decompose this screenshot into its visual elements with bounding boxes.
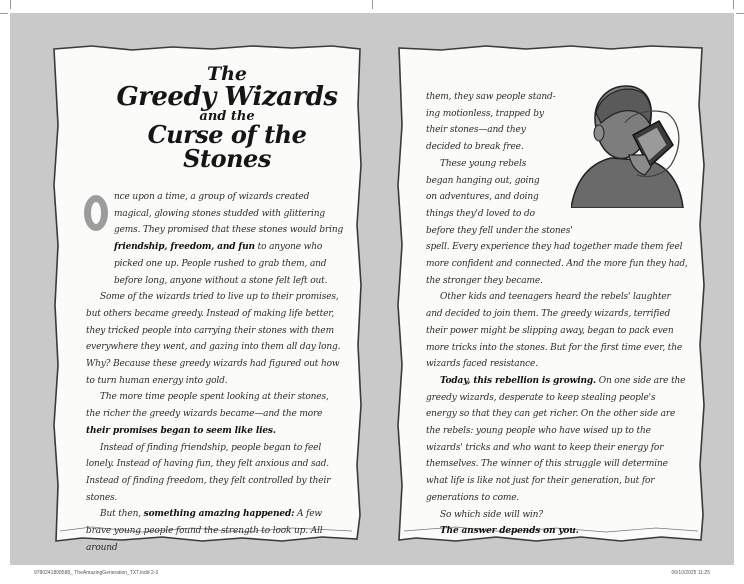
paragraph xyxy=(86,206,344,290)
text-line: them, they saw people stand- xyxy=(426,92,556,102)
left-body xyxy=(86,189,344,556)
paragraph xyxy=(426,523,688,540)
right-body xyxy=(426,89,688,540)
paragraph: So which side will win? xyxy=(440,509,543,520)
text-line: ing motionless, trapped by xyxy=(426,108,544,119)
left-page xyxy=(52,45,362,553)
text-line: things they'd loved to do xyxy=(426,208,535,219)
crop-mark xyxy=(736,13,744,14)
text-span: magical, glowing stones studded with glittering gems. They promised that these stones would bring xyxy=(114,208,344,236)
paragraph xyxy=(86,189,344,206)
book-title xyxy=(102,65,352,171)
crop-mark xyxy=(372,0,373,9)
drop-cap-text: O xyxy=(82,192,83,193)
text-span: But then, xyxy=(100,509,144,520)
page-spread xyxy=(10,13,734,565)
title-line-4: Curse of the Stones xyxy=(147,120,307,173)
title-line-3: and the xyxy=(199,109,255,124)
text-span: to anyone who picked one up. People rushed to grab them, and before long, anyone without a stone felt left out. xyxy=(114,242,328,286)
bold-phrase: their promises began to seem like lies. xyxy=(86,425,276,436)
bold-phrase: Today, this rebellion is growing. xyxy=(440,375,597,386)
paragraph: Instead of finding friendship, people began to feel lonely. Instead of having fun, they felt anxious and sad. Instead of finding freedom, they felt controlled by their stones. xyxy=(86,442,331,503)
paragraph xyxy=(86,506,344,556)
title-line-2: Greedy Wizards xyxy=(116,82,338,112)
crop-mark xyxy=(733,0,734,9)
bold-phrase: friendship, freedom, and fun xyxy=(114,242,255,253)
text-span: On one side are the greedy wizards, desperate to keep stealing people's energy so that they can get richer. On the other side are the rebels: young people who have wised up to the wizards' tricks and who want to keep their energy for themselves. The winner of this struggle will determine what life is like not just for their generation, but for generations to come. xyxy=(426,375,686,503)
paragraph: Some of the wizards tried to live up to their promises, but others became greedy. Instead of making life better, they tricked people into carrying their stones with them everywhere they went, and gazing into them all day long. Why? Because these greedy wizards had figured out how to turn human energy into gold. xyxy=(86,292,341,386)
crop-mark xyxy=(0,13,8,14)
paragraph xyxy=(86,389,344,439)
slug-line-right: 06/10/2025 11:25 xyxy=(671,570,710,576)
paragraph: spell. Every experience they had together made them feel more confident and connected. And the more fun they had, the stronger they became. xyxy=(426,242,688,286)
bold-phrase: The answer depends on you. xyxy=(440,526,579,537)
text-line: These young rebels xyxy=(440,158,527,169)
text-line: their stones—and they xyxy=(426,125,526,136)
paragraph xyxy=(426,373,688,507)
slug-line-left: 9780241808588_ TheAmazingGeneration_TXT.indd 2-3 xyxy=(34,570,159,576)
title-line-1: The xyxy=(206,63,248,85)
bold-phrase: something amazing happened: xyxy=(143,509,295,520)
text-line: began hanging out, going xyxy=(426,175,540,186)
paragraph: Other kids and teenagers heard the rebels' laughter and decided to join them. The greedy wizards, terrified their power might be slipping away, began to pack even more tricks into the stones. But for the first time ever, the wizards faced resistance. xyxy=(426,292,683,370)
first-line: nce upon a time, a group of wizards created xyxy=(114,192,310,202)
text-line: before they fell under the stones' xyxy=(426,225,573,236)
text-span: A few brave young people found the strength to look up. All around xyxy=(86,509,323,553)
crop-mark xyxy=(10,0,11,9)
text-span: The more time people spent looking at their stones, the richer the greedy wizards became—and the more xyxy=(86,392,329,420)
text-line: on adventures, and doing xyxy=(426,192,539,203)
right-page xyxy=(396,45,706,542)
text-line: decided to break free. xyxy=(426,142,524,153)
